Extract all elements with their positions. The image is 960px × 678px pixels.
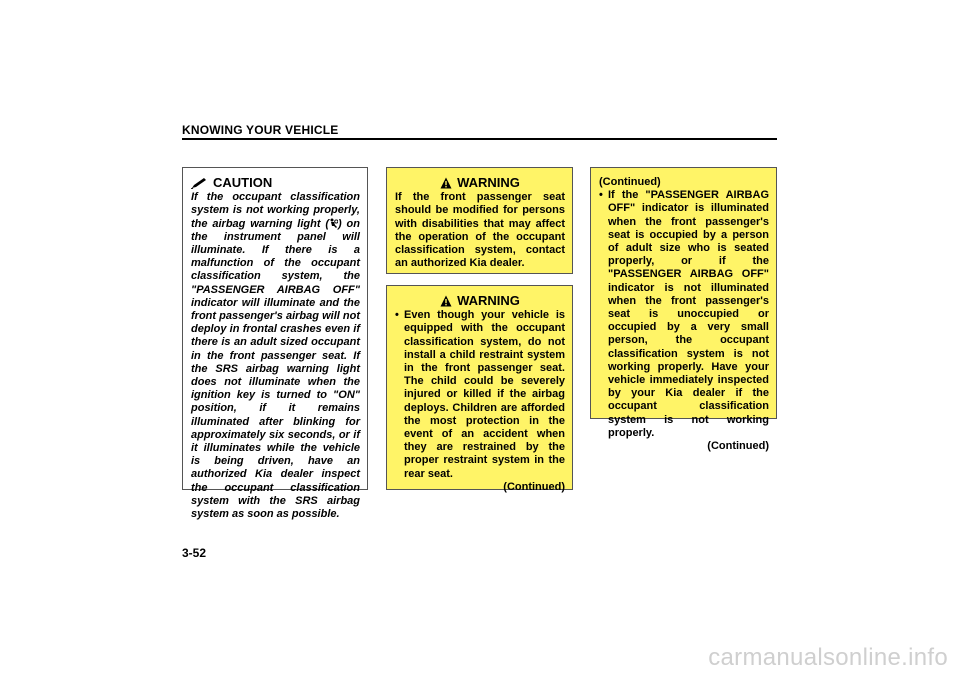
airbag-warning-icon <box>329 218 338 228</box>
watermark: carmanualsonline.info <box>708 644 948 671</box>
warning-bullet-2: • Even though your vehicle is equipped with the occupant classification system, do not install a child restraint system in the front passenger seat. The child could be severely injured or killed if the airbag deploys. Children are afforded the most protection in the event of an accident when they are restrained by the proper restraint system in the rear seat. <box>395 309 565 480</box>
page-number: 3-52 <box>182 546 207 560</box>
warning-title-1: WARNING <box>457 175 520 190</box>
header-rule <box>182 138 777 140</box>
pencil-icon <box>191 177 208 189</box>
continuation-top: (Continued) <box>599 176 661 188</box>
warning-triangle-icon <box>440 295 452 307</box>
caution-box <box>182 167 368 521</box>
warning-heading-1 <box>395 176 565 189</box>
warning-triangle-icon <box>440 177 452 189</box>
continuation-bullet: • If the "PASSENGER AIRBAG OFF" indicator is illuminated when the front passenger's seat is occupied by a person of adult size who is seated properly, or if the "PASSENGER AIRBAG OFF" indicator is not illuminated when the front passenger's seat is unoccupied or occupied by a very small person, the occupant classification system is not working properly. Have your vehicle immediately inspected by your Kia dealer if the occupant classification system is not working properly. <box>599 189 769 439</box>
caution-heading <box>191 176 360 189</box>
warning-title-2: WARNING <box>457 293 520 308</box>
warning-box-1 <box>386 167 573 274</box>
warning-continued-2: (Continued) <box>503 480 565 493</box>
continuation-box <box>590 167 777 453</box>
warning-text-1: If the front passenger seat should be modified for persons with disabilities that may affect the operation of the occupant classification system, contact an authorized Kia dealer. <box>395 191 565 270</box>
caution-title: CAUTION <box>213 175 273 190</box>
warning-heading-2 <box>395 294 565 307</box>
continuation-continued: (Continued) <box>707 440 769 453</box>
warning-box-2 <box>386 285 573 493</box>
caution-text: If the occupant classification system is not working properly, the airbag warning light ( ) on the instrument panel will illuminate. If there is a malfunction of the occupant classification system, the "PASSENGER AIRBAG OFF" indicator will illuminate and the front passenger's airbag will not deploy in frontal crashes even if there is an adult sized occupant in the front passenger seat. If the SRS airbag warning light does not illuminate when the ignition key is turned to "ON" position, if it remains illuminated after blinking for approximately six seconds, or if it illuminates while the vehicle is being driven, have an authorized Kia dealer inspect the occupant classification system with the SRS airbag system as soon as possible. <box>191 191 360 521</box>
section-title: KNOWING YOUR VEHICLE <box>182 123 339 137</box>
